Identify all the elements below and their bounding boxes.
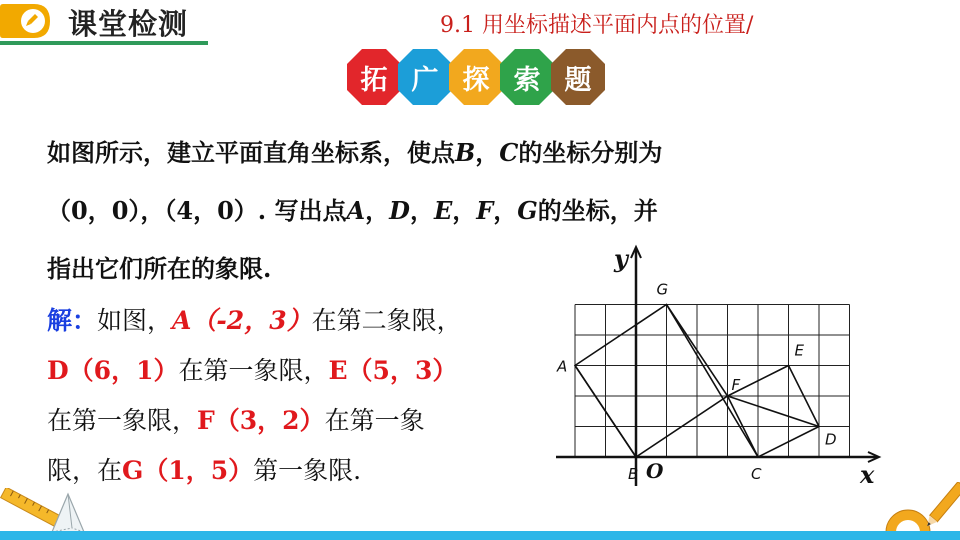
problem-line-3: 指出它们所在的象限. [47, 254, 272, 283]
y-axis-label: y [614, 244, 628, 273]
coordinate-plane-diagram [548, 240, 884, 490]
badge-2-char: 广 [411, 64, 439, 96]
solution-line-2: D（6，1）在第一象限，E（5，3） [47, 356, 458, 385]
bottom-bar [0, 531, 960, 540]
header-underline [0, 41, 208, 45]
badge-5-char: 题 [564, 64, 592, 96]
badge-5 [550, 48, 606, 106]
badge-3 [448, 48, 504, 106]
topic-badges [346, 48, 608, 110]
badge-4 [499, 48, 555, 106]
origin-label: O [646, 459, 664, 483]
page-header-title: 课堂检测 [68, 7, 189, 41]
solution-line-1: 解：如图，A（-2，3）在第二象限， [47, 306, 462, 335]
badge-2 [397, 48, 453, 106]
badge-1-char: 拓 [360, 64, 388, 96]
solution-text [47, 296, 547, 496]
badge-4-char: 索 [513, 64, 541, 96]
solution-line-3: 在第一象限，F（3，2）在第一象 [47, 406, 425, 435]
section-title: 9.1 用坐标描述平面内点的位置/ [440, 13, 754, 38]
point-label-G: G [656, 280, 669, 299]
point-label-B: B [628, 465, 639, 483]
solution-line-4: 限，在G（1，5）第一象限. [47, 456, 362, 485]
shape-AGFB [575, 305, 728, 458]
segment-GC [667, 305, 759, 458]
point-label-E: E [794, 341, 804, 360]
problem-line-2: （0，0），（4，0）. 写出点A，D，E，F，G的坐标，并 [47, 196, 658, 225]
problem-line-1: 如图所示，建立平面直角坐标系，使点B，C的坐标分别为 [47, 138, 663, 167]
x-axis-label: x [860, 460, 875, 489]
badge-1 [346, 48, 402, 106]
point-label-C: C [751, 465, 762, 483]
point-label-D: D [825, 430, 837, 449]
point-label-F: F [731, 376, 741, 394]
pencil-badge-icon [0, 1, 56, 41]
badge-3-char: 探 [462, 64, 490, 96]
point-label-A: A [557, 357, 568, 376]
